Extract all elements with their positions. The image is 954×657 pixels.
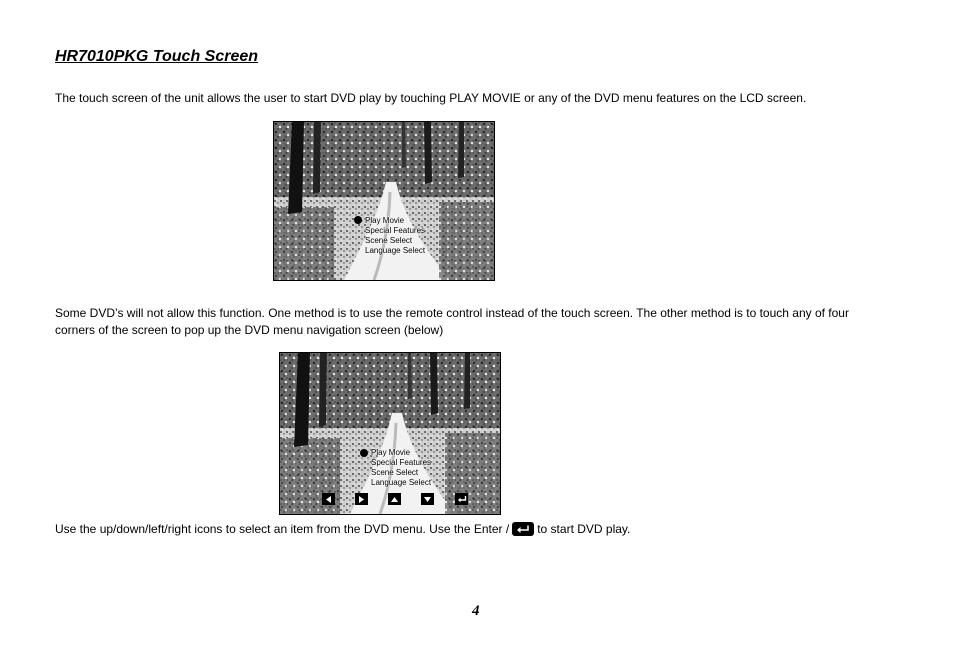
dvd-menu [371,448,431,488]
instruction-text-before: Use the up/down/left/right icons to select an item from the DVD menu. Use the Enter / [55,522,510,536]
menu-item-language-select[interactable]: Language Select [365,246,426,255]
dvd-menu-screenshot [273,121,495,281]
menu-item-scene-select[interactable]: Scene Select [371,468,419,477]
intro-paragraph: The touch screen of the unit allows the user to start DVD play by touching PLAY MOVIE or any of the DVD menu features on the LCD screen. [55,91,807,105]
menu-selection-bullet [360,449,368,457]
menu-item-play-movie[interactable]: Play Movie [365,216,405,225]
enter-icon [512,522,534,536]
forest-path-image [280,353,500,514]
menu-item-language-select[interactable]: Language Select [371,478,432,487]
down-arrow-icon[interactable] [421,493,434,505]
dvd-navigation-screenshot [279,352,501,515]
dvd-menu [365,216,425,256]
menu-selection-bullet [354,216,362,224]
menu-item-special-features[interactable]: Special Features [371,458,432,467]
instruction-paragraph [55,521,915,538]
menu-item-scene-select[interactable]: Scene Select [365,236,413,245]
menu-item-play-movie[interactable]: Play Movie [371,448,411,457]
enter-icon[interactable] [455,493,468,505]
page-number: 4 [472,603,480,619]
page-title: HR7010PKG Touch Screen [55,48,259,65]
right-arrow-icon[interactable] [355,493,368,505]
menu-item-special-features[interactable]: Special Features [365,226,426,235]
up-arrow-icon[interactable] [388,493,401,505]
forest-path-image [274,122,494,280]
left-arrow-icon[interactable] [322,493,335,505]
method-paragraph: Some DVD’s will not allow this function. One method is to use the remote control instead of the touch screen. The other method is to touch any of four corners of the screen to pop up the DVD menu navigation screen (below) [55,306,849,337]
instruction-text-after: to start DVD play. [537,522,631,536]
